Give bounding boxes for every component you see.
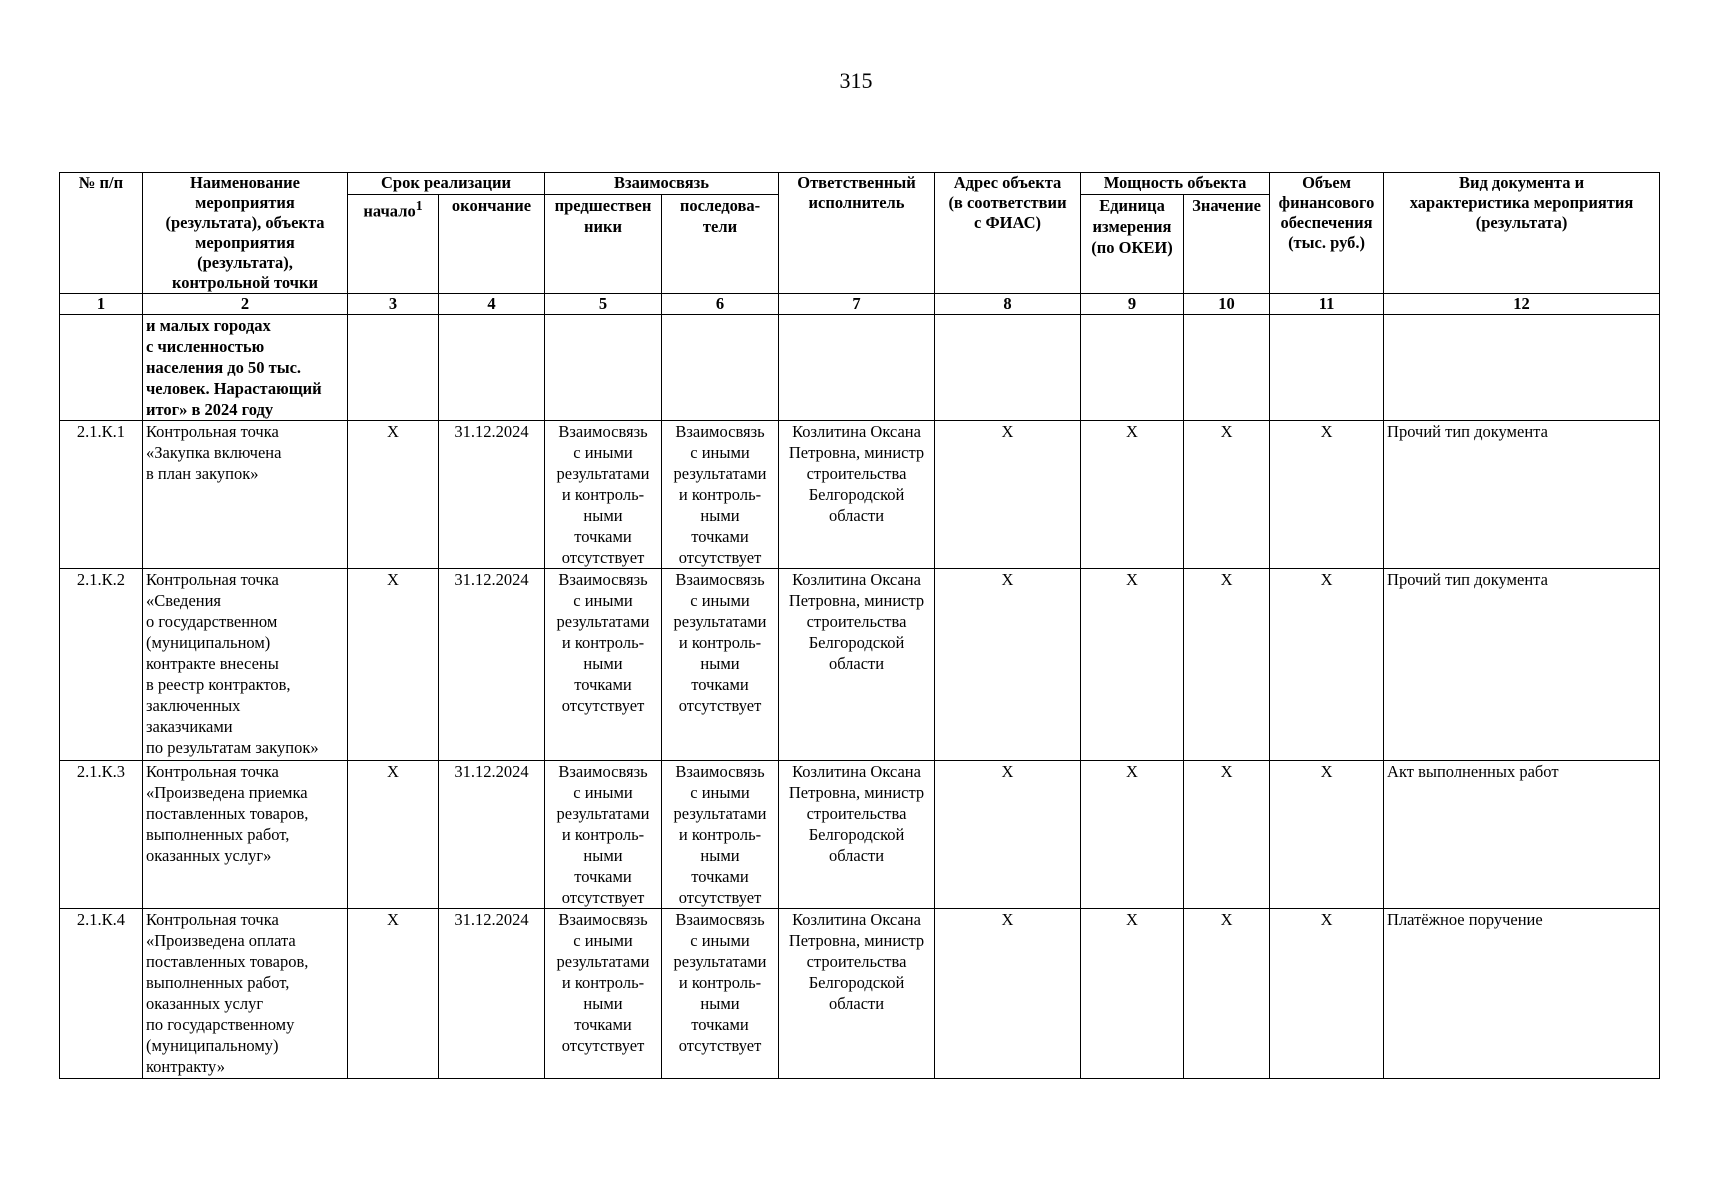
column-number: 2 — [143, 294, 348, 315]
header-value: Значение — [1184, 195, 1270, 294]
row-start: X — [348, 909, 439, 1079]
header-name: Наименование мероприятия (результата), объекта мероприятия (результата), контрольной точки — [143, 173, 348, 294]
column-number: 1 — [60, 294, 143, 315]
column-number: 12 — [1384, 294, 1660, 315]
table-row — [60, 761, 1660, 909]
row-finance: X — [1270, 761, 1384, 909]
header-start-label: начало — [363, 201, 416, 221]
header-predecessors: предшествен ники — [545, 195, 662, 294]
cell-empty — [348, 315, 439, 421]
row-predecessors: Взаимосвязь с иными результатами и контроль- ными точками отсутствует — [545, 569, 662, 761]
row-value: X — [1184, 909, 1270, 1079]
row-successors: Взаимосвязь с иными результатами и контроль- ными точками отсутствует — [662, 421, 779, 569]
continuation-name: и малых городах с численностью населения до 50 тыс. человек. Нарастающий итог» в 2024 году — [143, 315, 348, 421]
header-responsible: Ответственный исполнитель — [779, 173, 935, 294]
row-unit: X — [1081, 909, 1184, 1079]
table-header — [60, 173, 1660, 315]
row-address: X — [935, 421, 1081, 569]
row-end: 31.12.2024 — [439, 909, 545, 1079]
column-number: 10 — [1184, 294, 1270, 315]
cell-empty — [545, 315, 662, 421]
column-number: 4 — [439, 294, 545, 315]
row-value: X — [1184, 421, 1270, 569]
row-document: Прочий тип документа — [1384, 569, 1660, 761]
header-num: № п/п — [60, 173, 143, 294]
row-number: 2.1.К.4 — [60, 909, 143, 1079]
row-responsible: Козлитина Оксана Петровна, министр строительства Белгородской области — [779, 909, 935, 1079]
column-number: 7 — [779, 294, 935, 315]
header-document: Вид документа и характеристика мероприятия (результата) — [1384, 173, 1660, 294]
row-name: Контрольная точка «Произведена приемка поставленных товаров, выполненных работ, оказанных услуг» — [143, 761, 348, 909]
table-row — [60, 569, 1660, 761]
row-number: 2.1.К.1 — [60, 421, 143, 569]
row-address: X — [935, 569, 1081, 761]
column-number: 5 — [545, 294, 662, 315]
header-end: окончание — [439, 195, 545, 294]
header-relation: Взаимосвязь — [545, 173, 779, 195]
table-row — [60, 421, 1660, 569]
row-end: 31.12.2024 — [439, 421, 545, 569]
page-number: 315 — [839, 68, 873, 93]
cell-empty — [779, 315, 935, 421]
row-start: X — [348, 569, 439, 761]
row-predecessors: Взаимосвязь с иными результатами и контроль- ными точками отсутствует — [545, 421, 662, 569]
row-address: X — [935, 909, 1081, 1079]
row-name: Контрольная точка «Закупка включена в план закупок» — [143, 421, 348, 569]
table-row — [60, 909, 1660, 1079]
row-value: X — [1184, 569, 1270, 761]
row-predecessors: Взаимосвязь с иными результатами и контроль- ными точками отсутствует — [545, 909, 662, 1079]
row-number: 2.1.К.3 — [60, 761, 143, 909]
header-address: Адрес объекта (в соответствии с ФИАС) — [935, 173, 1081, 294]
row-responsible: Козлитина Оксана Петровна, министр строительства Белгородской области — [779, 761, 935, 909]
row-name: Контрольная точка «Произведена оплата поставленных товаров, выполненных работ, оказанных услуг по государственному (муниципальному) контракту» — [143, 909, 348, 1079]
cell-empty — [439, 315, 545, 421]
control-points-table — [59, 172, 1660, 1079]
row-value: X — [1184, 761, 1270, 909]
row-finance: X — [1270, 909, 1384, 1079]
row-end: 31.12.2024 — [439, 761, 545, 909]
row-successors: Взаимосвязь с иными результатами и контроль- ными точками отсутствует — [662, 569, 779, 761]
column-number: 9 — [1081, 294, 1184, 315]
row-finance: X — [1270, 569, 1384, 761]
header-capacity: Мощность объекта — [1081, 173, 1270, 195]
row-predecessors: Взаимосвязь с иными результатами и контроль- ными точками отсутствует — [545, 761, 662, 909]
header-successors: последова- тели — [662, 195, 779, 294]
row-number: 2.1.К.2 — [60, 569, 143, 761]
row-document: Платёжное поручение — [1384, 909, 1660, 1079]
cell-empty — [935, 315, 1081, 421]
row-name: Контрольная точка «Сведения о государственном (муниципальном) контракте внесены в реестр контрактов, заключенных заказчиками по результатам закупок» — [143, 569, 348, 761]
row-successors: Взаимосвязь с иными результатами и контроль- ными точками отсутствует — [662, 761, 779, 909]
column-number: 3 — [348, 294, 439, 315]
cell-empty — [1184, 315, 1270, 421]
cell-empty — [60, 315, 143, 421]
continuation-row — [60, 315, 1660, 421]
header-finance: Объем финансового обеспечения (тыс. руб.) — [1270, 173, 1384, 294]
row-address: X — [935, 761, 1081, 909]
row-end: 31.12.2024 — [439, 569, 545, 761]
column-number: 8 — [935, 294, 1081, 315]
column-number: 11 — [1270, 294, 1384, 315]
cell-empty — [1270, 315, 1384, 421]
cell-empty — [662, 315, 779, 421]
row-finance: X — [1270, 421, 1384, 569]
row-start: X — [348, 421, 439, 569]
row-successors: Взаимосвязь с иными результатами и контроль- ными точками отсутствует — [662, 909, 779, 1079]
cell-empty — [1081, 315, 1184, 421]
row-unit: X — [1081, 761, 1184, 909]
row-start: X — [348, 761, 439, 909]
header-term: Срок реализации — [348, 173, 545, 195]
row-document: Прочий тип документа — [1384, 421, 1660, 569]
row-responsible: Козлитина Оксана Петровна, министр строительства Белгородской области — [779, 569, 935, 761]
header-start-footnote: 1 — [415, 198, 423, 213]
header-unit: Единица измерения (по ОКЕИ) — [1081, 195, 1184, 294]
column-numbers-row — [60, 294, 1660, 315]
row-document: Акт выполненных работ — [1384, 761, 1660, 909]
column-number: 6 — [662, 294, 779, 315]
row-unit: X — [1081, 421, 1184, 569]
header-start — [348, 195, 439, 294]
cell-empty — [1384, 315, 1660, 421]
row-responsible: Козлитина Оксана Петровна, министр строительства Белгородской области — [779, 421, 935, 569]
row-unit: X — [1081, 569, 1184, 761]
